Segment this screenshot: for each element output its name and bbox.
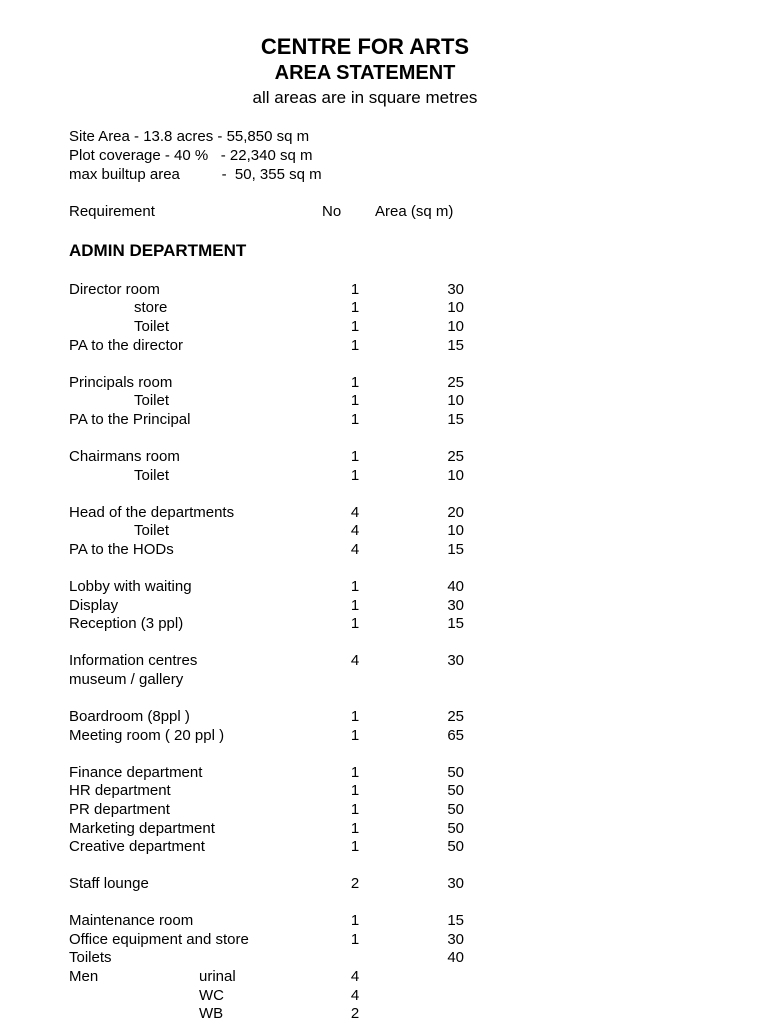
max-builtup-line: max builtup area - 50, 355 sq m: [69, 166, 322, 183]
row-number: 1: [350, 615, 360, 632]
row-number: 1: [350, 578, 360, 595]
row-number: 1: [350, 708, 360, 725]
row-area: 15: [447, 541, 464, 558]
column-header-no: No: [322, 203, 342, 220]
row-requirement: Head of the departments: [69, 504, 235, 521]
row-requirement: PA to the director: [69, 337, 183, 354]
row-area: 50: [447, 801, 464, 818]
row-number: 4: [350, 522, 360, 539]
row-number: 1: [350, 597, 360, 614]
table-row: [0, 1005, 768, 1023]
row-area: 15: [447, 615, 464, 632]
table-row: [0, 912, 768, 930]
row-area: 25: [447, 374, 464, 391]
table-row: [0, 504, 768, 522]
row-number: 1: [350, 764, 360, 781]
row-requirement: Toilet: [134, 392, 170, 409]
table-row: [0, 411, 768, 429]
table-row: [0, 820, 768, 838]
row-requirement: Finance department: [69, 764, 203, 781]
row-area: 15: [447, 912, 464, 929]
row-number: 2: [350, 1005, 360, 1022]
row-requirement: Reception (3 ppl): [69, 615, 184, 632]
row-number: 4: [350, 987, 360, 1004]
units-note: all areas are in square metres: [252, 88, 478, 107]
row-requirement: Men: [69, 968, 99, 985]
table-row: [0, 374, 768, 392]
row-number: 1: [350, 727, 360, 744]
row-sub-item: WC: [199, 987, 224, 1004]
row-area: 40: [447, 578, 464, 595]
table-row: [0, 708, 768, 726]
table-row: [0, 764, 768, 782]
row-requirement: PA to the Principal: [69, 411, 191, 428]
row-area: 30: [447, 597, 464, 614]
row-number: 1: [350, 281, 360, 298]
row-area: 25: [447, 708, 464, 725]
row-number: 1: [350, 374, 360, 391]
row-sub-item: urinal: [199, 968, 236, 985]
row-number: 1: [350, 392, 360, 409]
row-requirement: Meeting room ( 20 ppl ): [69, 727, 225, 744]
table-row: [0, 838, 768, 856]
table-row: [0, 949, 768, 967]
table-row: [0, 318, 768, 336]
table-row: [0, 281, 768, 299]
row-number: 2: [350, 875, 360, 892]
table-row: [0, 875, 768, 893]
row-number: 4: [350, 652, 360, 669]
row-requirement: Lobby with waiting: [69, 578, 192, 595]
row-requirement: Chairmans room: [69, 448, 180, 465]
row-number: 1: [350, 318, 360, 335]
row-requirement: Director room: [69, 281, 160, 298]
table-row: [0, 727, 768, 745]
row-area: 50: [447, 838, 464, 855]
row-requirement: Creative department: [69, 838, 205, 855]
table-row: [0, 578, 768, 596]
column-header-requirement: Requirement: [69, 203, 155, 220]
row-area: 50: [447, 820, 464, 837]
row-area: 50: [447, 764, 464, 781]
row-requirement: HR department: [69, 782, 171, 799]
row-number: 1: [350, 448, 360, 465]
table-row: [0, 467, 768, 485]
row-number: 4: [350, 504, 360, 521]
row-area: 20: [447, 504, 464, 521]
row-requirement: Maintenance room: [69, 912, 194, 929]
table-row: [0, 299, 768, 317]
row-number: 1: [350, 411, 360, 428]
row-area: 40: [447, 949, 464, 966]
row-area: 10: [447, 522, 464, 539]
row-area: 10: [447, 392, 464, 409]
row-area: 50: [447, 782, 464, 799]
row-area: 15: [447, 411, 464, 428]
document-title: CENTRE FOR ARTS: [260, 34, 470, 59]
row-number: 1: [350, 782, 360, 799]
row-requirement: PA to the HODs: [69, 541, 174, 558]
row-number: 1: [350, 337, 360, 354]
table-row: [0, 782, 768, 800]
row-requirement: Boardroom (8ppl ): [69, 708, 190, 725]
table-row: [0, 337, 768, 355]
table-row: [0, 652, 768, 670]
table-row: [0, 522, 768, 540]
row-requirement: Marketing department: [69, 820, 215, 837]
plot-coverage-line: Plot coverage - 40 % - 22,340 sq m: [69, 147, 313, 164]
row-area: 30: [447, 931, 464, 948]
row-requirement: Toilet: [134, 522, 170, 539]
column-header-area: Area (sq m): [375, 203, 454, 220]
section-heading-admin: ADMIN DEPARTMENT: [69, 241, 247, 260]
document-subtitle: AREA STATEMENT: [274, 62, 456, 84]
row-number: 4: [350, 541, 360, 558]
table-row: [0, 392, 768, 410]
row-sub-item: WB: [199, 1005, 224, 1022]
row-requirement: Principals room: [69, 374, 173, 391]
table-row: [0, 987, 768, 1005]
row-requirement: Display: [69, 597, 119, 614]
table-row: [0, 801, 768, 819]
site-area-line: Site Area - 13.8 acres - 55,850 sq m: [69, 128, 310, 145]
row-requirement: Staff lounge: [69, 875, 149, 892]
row-number: 1: [350, 820, 360, 837]
row-number: 1: [350, 299, 360, 316]
row-number: 1: [350, 838, 360, 855]
row-area: 15: [447, 337, 464, 354]
row-requirement: PR department: [69, 801, 170, 818]
table-row: [0, 597, 768, 615]
row-area: 65: [447, 727, 464, 744]
row-requirement: Office equipment and store: [69, 931, 249, 948]
row-number: 1: [350, 467, 360, 484]
row-number: 1: [350, 912, 360, 929]
table-row: [0, 931, 768, 949]
row-area: 30: [447, 875, 464, 892]
row-requirement: Toilets: [69, 949, 112, 966]
row-requirement: museum / gallery: [69, 671, 184, 688]
row-area: 10: [447, 467, 464, 484]
row-area: 25: [447, 448, 464, 465]
table-row: [0, 448, 768, 466]
table-row: [0, 671, 768, 689]
row-number: 1: [350, 801, 360, 818]
table-row: [0, 541, 768, 559]
row-area: 30: [447, 281, 464, 298]
row-requirement: Toilet: [134, 467, 170, 484]
row-number: 4: [350, 968, 360, 985]
row-requirement: store: [134, 299, 168, 316]
row-area: 10: [447, 318, 464, 335]
table-row: [0, 968, 768, 986]
table-row: [0, 615, 768, 633]
row-number: 1: [350, 931, 360, 948]
row-area: 30: [447, 652, 464, 669]
row-requirement: Information centres: [69, 652, 198, 669]
row-requirement: Toilet: [134, 318, 170, 335]
row-area: 10: [447, 299, 464, 316]
